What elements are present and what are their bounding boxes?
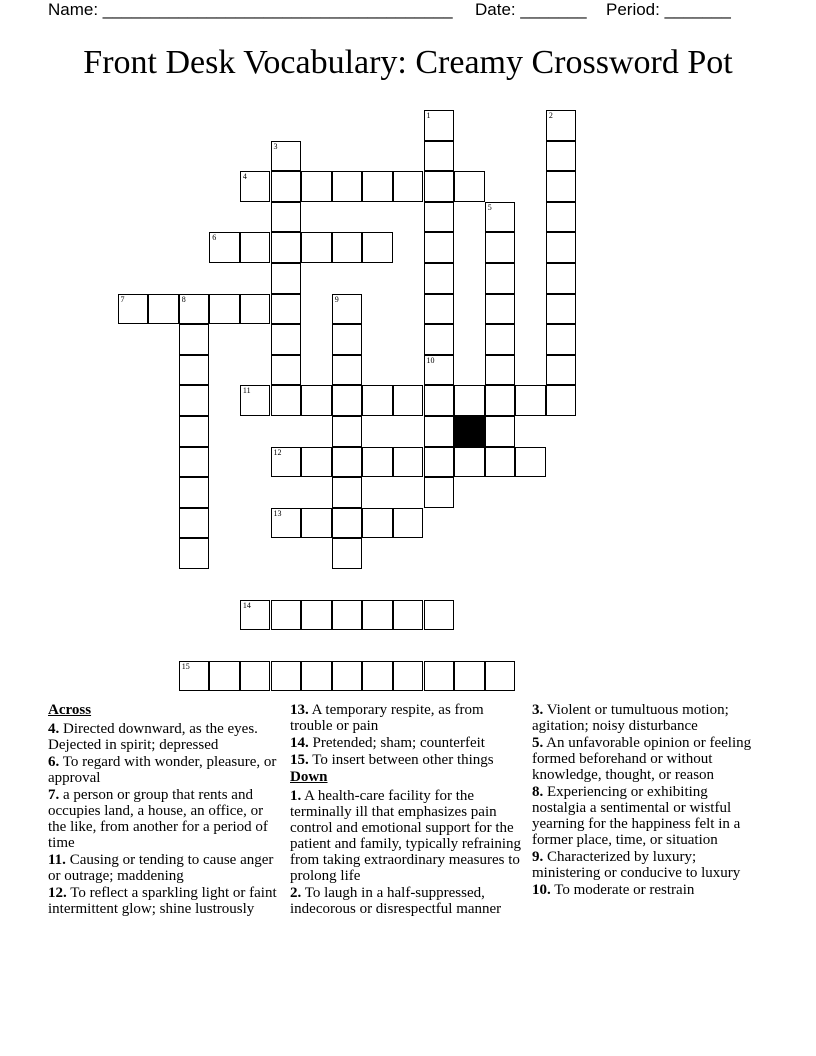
grid-cell[interactable] xyxy=(546,263,577,294)
clue-number: 10 xyxy=(426,355,435,365)
clue-text: Causing or tending to cause anger or outrage; maddening xyxy=(48,852,274,884)
clue-number: 15 xyxy=(181,661,190,671)
down-clue xyxy=(532,849,764,881)
clue-number: 5 xyxy=(487,202,492,212)
grid-cell[interactable] xyxy=(301,232,332,263)
grid-cell[interactable] xyxy=(179,477,210,508)
grid-cell[interactable] xyxy=(271,385,302,416)
grid-cell[interactable] xyxy=(424,232,455,263)
grid-cell[interactable] xyxy=(332,661,363,692)
across-clue xyxy=(48,721,278,753)
grid-cell[interactable] xyxy=(424,477,455,508)
grid-cell[interactable] xyxy=(424,263,455,294)
down-clue xyxy=(532,882,764,898)
clue-number-label: 5. xyxy=(532,735,544,751)
grid-cell[interactable] xyxy=(393,385,424,416)
grid-cell[interactable] xyxy=(424,324,455,355)
across-clue xyxy=(290,735,524,751)
grid-cell[interactable] xyxy=(485,661,516,692)
clue-text: Characterized by luxury; ministering or conducive to luxury xyxy=(532,849,741,881)
grid-cell[interactable] xyxy=(301,508,332,539)
grid-cell[interactable] xyxy=(362,447,393,478)
grid-cell[interactable] xyxy=(393,600,424,631)
grid-cell[interactable] xyxy=(424,416,455,447)
clue-number: 1 xyxy=(426,111,431,120)
across-clue xyxy=(48,885,278,917)
grid-cell[interactable] xyxy=(546,324,577,355)
grid-cell[interactable] xyxy=(332,355,363,386)
clue-number-label: 3. xyxy=(532,702,544,718)
grid-cell[interactable] xyxy=(454,385,485,416)
clue-text: To laugh in a half-suppressed, indecorous or disrespectful manner xyxy=(290,885,502,917)
grid-cell[interactable] xyxy=(393,171,424,202)
name-field[interactable]: Name: _____________________________________ xyxy=(48,0,453,19)
grid-cell[interactable] xyxy=(454,661,485,692)
grid-cell[interactable] xyxy=(240,385,271,416)
clue-number: 4 xyxy=(242,172,247,182)
clue-text: To regard with wonder, pleasure, or approval xyxy=(48,754,277,786)
clues-column-3 xyxy=(532,702,764,899)
clue-text: To insert between other things xyxy=(308,752,494,768)
grid-cell[interactable] xyxy=(271,232,302,263)
grid-cell[interactable] xyxy=(515,385,546,416)
clue-number-label: 9. xyxy=(532,849,544,865)
clue-text: Directed downward, as the eyes. Dejected in spirit; depressed xyxy=(48,721,258,753)
grid-cell[interactable] xyxy=(179,416,210,447)
grid-cell[interactable] xyxy=(546,141,577,172)
clue-text: a person or group that rents and occupies land, a house, an office, or the like, from another for a period of time xyxy=(48,787,268,851)
clue-number-label: 2. xyxy=(290,885,302,901)
period-field[interactable]: Period: _______ xyxy=(606,0,731,19)
grid-cell[interactable] xyxy=(546,232,577,263)
grid-cell[interactable] xyxy=(271,202,302,233)
grid-cell[interactable] xyxy=(271,447,302,478)
grid-cell[interactable] xyxy=(362,600,393,631)
grid-cell[interactable] xyxy=(393,447,424,478)
grid-cell[interactable] xyxy=(546,355,577,386)
grid-cell[interactable] xyxy=(546,202,577,233)
clue-number-label: 14. xyxy=(290,735,309,751)
clue-text: A health-care facility for the terminally ill that emphasizes pain control and emotional support for the patient and family, typically refraining from taking extraordinary measures to prolong life xyxy=(290,788,522,884)
across-clue xyxy=(48,787,278,851)
grid-cell[interactable] xyxy=(271,661,302,692)
grid-cell[interactable] xyxy=(332,232,363,263)
grid-cell[interactable] xyxy=(240,600,271,631)
grid-cell[interactable] xyxy=(424,355,455,386)
grid-cell[interactable] xyxy=(332,294,363,325)
grid-cell[interactable] xyxy=(240,171,271,202)
grid-cell[interactable] xyxy=(362,508,393,539)
clue-number-label: 6. xyxy=(48,754,60,770)
clue-text: A temporary respite, as from trouble or pain xyxy=(290,702,484,734)
clue-number-label: 1. xyxy=(290,788,302,804)
grid-cell[interactable] xyxy=(148,294,179,325)
grid-cell[interactable] xyxy=(301,447,332,478)
grid-cell[interactable] xyxy=(362,232,393,263)
grid-cell[interactable] xyxy=(301,600,332,631)
grid-cell[interactable] xyxy=(362,171,393,202)
grid-cell[interactable] xyxy=(209,232,240,263)
grid-cell[interactable] xyxy=(362,385,393,416)
grid-cell[interactable] xyxy=(424,110,455,141)
grid-cell[interactable] xyxy=(179,324,210,355)
down-clue xyxy=(532,735,764,783)
grid-cell[interactable] xyxy=(546,385,577,416)
grid-cell[interactable] xyxy=(179,508,210,539)
grid-cell[interactable] xyxy=(118,294,149,325)
grid-cell[interactable] xyxy=(454,447,485,478)
date-field[interactable]: Date: _______ xyxy=(475,0,587,19)
grid-cell[interactable] xyxy=(271,141,302,172)
clue-number: 8 xyxy=(181,294,186,304)
grid-block-cell xyxy=(454,416,485,447)
down-clue xyxy=(532,702,764,734)
grid-cell[interactable] xyxy=(209,661,240,692)
grid-cell[interactable] xyxy=(332,324,363,355)
clue-text: Experiencing or exhibiting nostalgia a sentimental or wistful yearning for the happiness felt in a former place, time, or situation xyxy=(532,784,741,848)
grid-cell[interactable] xyxy=(332,447,363,478)
down-clue xyxy=(532,784,764,848)
down-clue xyxy=(290,788,524,884)
grid-cell[interactable] xyxy=(209,294,240,325)
across-clue xyxy=(48,754,278,786)
grid-cell[interactable] xyxy=(271,171,302,202)
grid-cell[interactable] xyxy=(424,202,455,233)
grid-cell[interactable] xyxy=(454,171,485,202)
grid-cell[interactable] xyxy=(271,508,302,539)
grid-cell[interactable] xyxy=(424,600,455,631)
grid-cell[interactable] xyxy=(332,600,363,631)
across-clue xyxy=(48,852,278,884)
grid-cell[interactable] xyxy=(332,171,363,202)
clue-number-label: 7. xyxy=(48,787,60,803)
down-clue xyxy=(290,885,524,917)
grid-cell[interactable] xyxy=(393,508,424,539)
clue-number-label: 12. xyxy=(48,885,67,901)
clue-number-label: 10. xyxy=(532,882,551,898)
grid-cell[interactable] xyxy=(546,294,577,325)
clue-text: An unfavorable opinion or feeling formed beforehand or without knowledge, thought, or reason xyxy=(532,735,752,783)
clue-number-label: 15. xyxy=(290,752,309,768)
grid-cell[interactable] xyxy=(271,294,302,325)
grid-cell[interactable] xyxy=(424,385,455,416)
across-clue xyxy=(290,752,524,768)
grid-cell[interactable] xyxy=(424,661,455,692)
grid-cell[interactable] xyxy=(546,110,577,141)
clue-text: Violent or tumultuous motion; agitation; noisy disturbance xyxy=(532,702,729,734)
grid-cell[interactable] xyxy=(485,263,516,294)
clue-number-label: 4. xyxy=(48,721,60,737)
grid-cell[interactable] xyxy=(179,385,210,416)
grid-cell[interactable] xyxy=(485,202,516,233)
down-heading: Down xyxy=(290,769,328,785)
grid-cell[interactable] xyxy=(271,355,302,386)
grid-cell[interactable] xyxy=(271,600,302,631)
grid-cell[interactable] xyxy=(362,661,393,692)
clue-number: 13 xyxy=(273,508,282,518)
grid-cell[interactable] xyxy=(179,661,210,692)
page-title: Front Desk Vocabulary: Creamy Crossword Pot xyxy=(83,44,733,81)
clue-number: 6 xyxy=(212,233,217,243)
grid-cell[interactable] xyxy=(332,385,363,416)
clue-number: 12 xyxy=(273,447,282,457)
clue-number: 14 xyxy=(242,600,251,610)
grid-cell[interactable] xyxy=(332,477,363,508)
across-clue xyxy=(290,702,524,734)
across-heading: Across xyxy=(48,702,92,718)
clue-text: To moderate or restrain xyxy=(550,882,695,898)
grid-cell[interactable] xyxy=(424,171,455,202)
grid-cell[interactable] xyxy=(301,385,332,416)
grid-cell[interactable] xyxy=(393,661,424,692)
clue-text: Pretended; sham; counterfeit xyxy=(308,735,485,751)
grid-cell[interactable] xyxy=(301,661,332,692)
grid-cell[interactable] xyxy=(424,294,455,325)
grid-cell[interactable] xyxy=(179,447,210,478)
grid-cell[interactable] xyxy=(485,294,516,325)
grid-cell[interactable] xyxy=(240,294,271,325)
grid-cell[interactable] xyxy=(271,324,302,355)
grid-cell[interactable] xyxy=(485,324,516,355)
grid-cell[interactable] xyxy=(485,232,516,263)
grid-cell[interactable] xyxy=(271,263,302,294)
grid-cell[interactable] xyxy=(424,447,455,478)
grid-cell[interactable] xyxy=(240,661,271,692)
clues-column-1 xyxy=(48,702,278,918)
grid-cell[interactable] xyxy=(179,355,210,386)
clue-number-label: 11. xyxy=(48,852,66,868)
grid-cell[interactable] xyxy=(424,141,455,172)
grid-cell[interactable] xyxy=(515,447,546,478)
grid-cell[interactable] xyxy=(332,508,363,539)
clue-number: 3 xyxy=(273,141,278,151)
grid-cell[interactable] xyxy=(179,294,210,325)
clue-number: 9 xyxy=(334,294,339,304)
clue-text: To reflect a sparkling light or faint intermittent glow; shine lustrously xyxy=(48,885,277,917)
clue-number-label: 8. xyxy=(532,784,544,800)
grid-cell[interactable] xyxy=(332,416,363,447)
clue-number: 7 xyxy=(120,294,125,304)
grid-cell[interactable] xyxy=(485,385,516,416)
grid-cell[interactable] xyxy=(546,171,577,202)
clues-column-2 xyxy=(290,702,524,918)
clue-number: 11 xyxy=(242,386,251,396)
clue-number: 2 xyxy=(548,111,553,120)
grid-cell[interactable] xyxy=(332,538,363,569)
grid-cell[interactable] xyxy=(301,171,332,202)
grid-cell[interactable] xyxy=(240,232,271,263)
grid-cell[interactable] xyxy=(485,416,516,447)
clue-number-label: 13. xyxy=(290,702,309,718)
grid-cell[interactable] xyxy=(179,538,210,569)
grid-cell[interactable] xyxy=(485,355,516,386)
grid-cell[interactable] xyxy=(485,447,516,478)
